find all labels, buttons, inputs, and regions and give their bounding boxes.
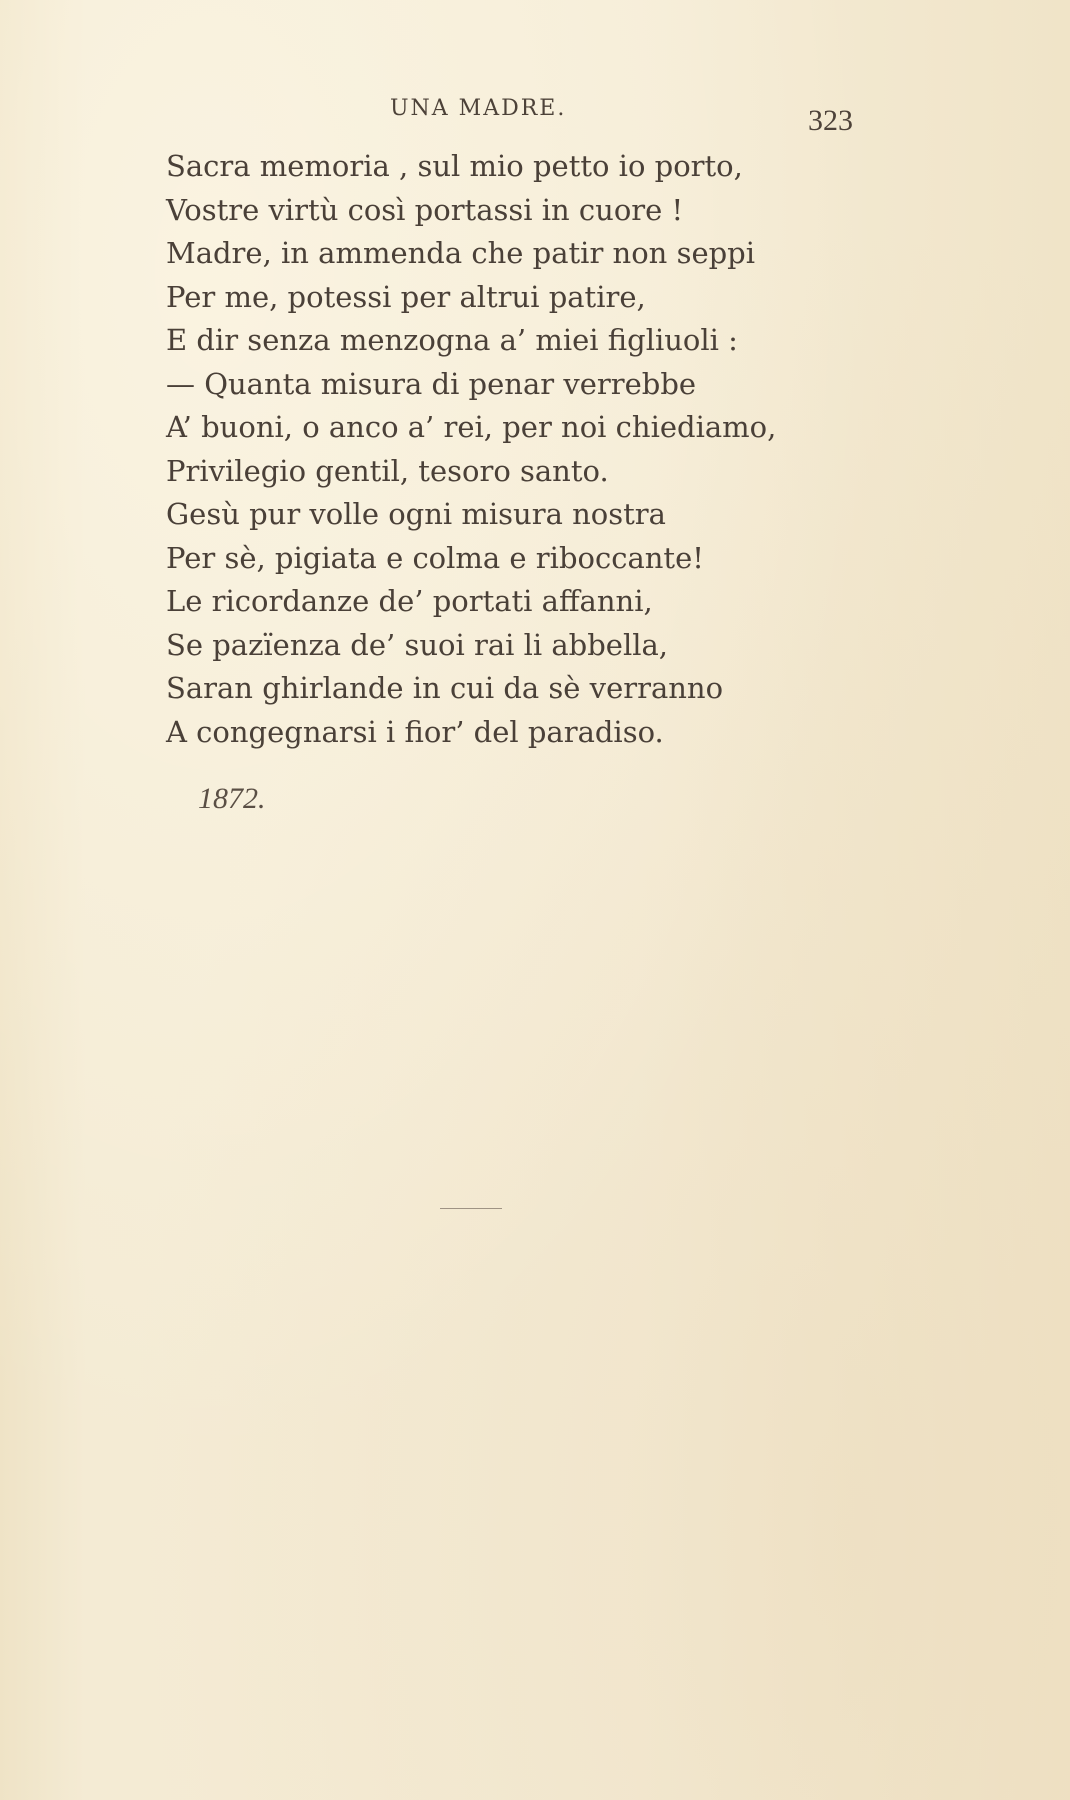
verse-line: Madre, in ammenda che patir non seppi	[166, 236, 756, 270]
end-divider	[440, 1208, 502, 1209]
verse-line: Vostre virtù così portassi in cuore !	[166, 192, 684, 227]
poem-stanza	[166, 145, 866, 754]
verse-line: Per me, potessi per altrui patire,	[166, 279, 646, 314]
verse-line: A’ buoni, o anco a’ rei, per noi chiediamo,	[166, 410, 777, 444]
verse-line: — Quanta misura di penar verrebbe	[166, 366, 697, 401]
verse-line: Saran ghirlande in cui da sè verranno	[166, 671, 724, 705]
page-number: 323	[808, 104, 853, 137]
verse-line: Se pazïenza de’ suoi rai li abbella,	[166, 627, 669, 662]
verse-line: Privilegio gentil, tesoro santo.	[166, 453, 609, 488]
verse-line: Le ricordanze de’ portati affanni,	[166, 584, 653, 618]
verse-line: E dir senza menzogna a’ miei figliuoli :	[166, 323, 738, 357]
verse-line: Per sè, pigiata e colma e riboccante!	[166, 540, 704, 575]
verse-line: A congegnarsi i fior’ del paradiso.	[166, 714, 664, 749]
verse-line: Gesù pur volle ogni misura nostra	[166, 497, 666, 531]
verse-line: Sacra memoria , sul mio petto io porto,	[166, 149, 743, 183]
running-title: UNA MADRE.	[390, 96, 567, 121]
poem-date: 1872.	[198, 782, 266, 815]
